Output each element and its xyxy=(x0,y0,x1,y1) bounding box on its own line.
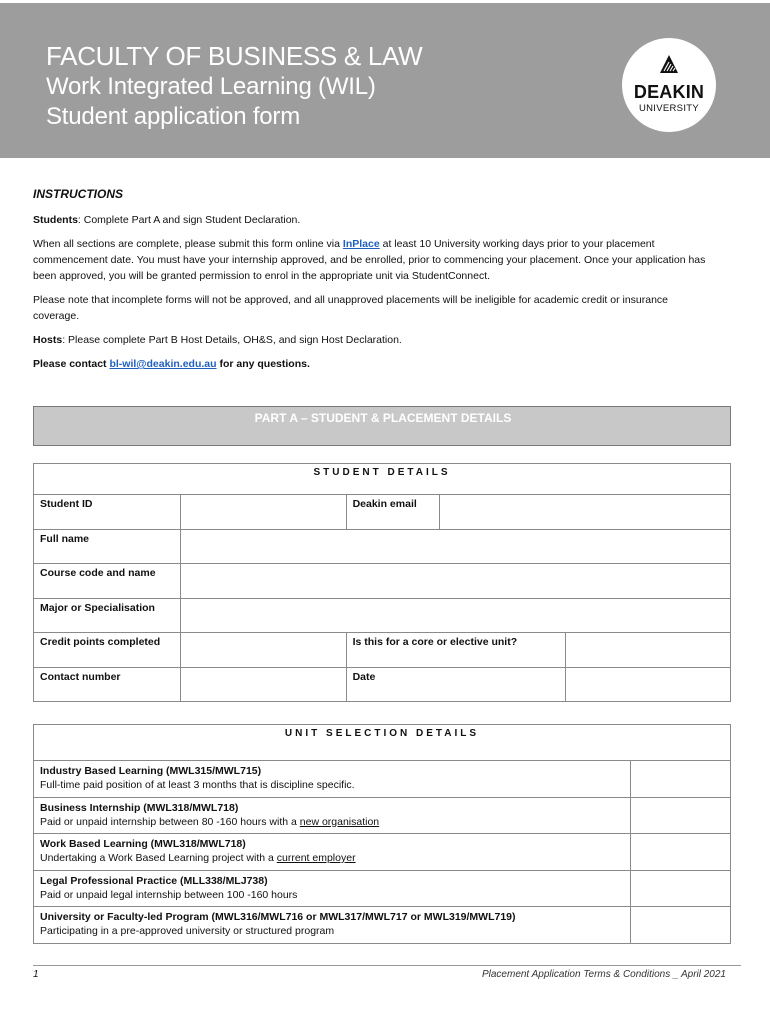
deakin-email-label: Deakin email xyxy=(346,495,440,530)
instructions-section xyxy=(33,186,713,380)
table-row xyxy=(34,870,731,907)
table-row xyxy=(34,633,731,668)
footer-divider xyxy=(33,965,741,966)
students-text: : Complete Part A and sign Student Declaration. xyxy=(77,214,301,226)
part-a-header xyxy=(33,406,731,446)
course-field[interactable] xyxy=(180,564,730,599)
credit-points-label: Credit points completed xyxy=(34,633,181,668)
contact-pre: Please contact xyxy=(33,358,110,370)
instructions-heading: INSTRUCTIONS xyxy=(33,187,123,201)
unit-select-box[interactable] xyxy=(631,797,731,834)
hosts-label: Hosts xyxy=(33,334,63,346)
logo-subtitle: UNIVERSITY xyxy=(638,103,699,114)
header-banner xyxy=(0,3,770,158)
students-instruction xyxy=(33,212,713,228)
page-number: 1 xyxy=(33,969,39,980)
unit-description: Paid or unpaid legal internship between 100 -160 hours xyxy=(40,888,298,901)
unit-select-box[interactable] xyxy=(631,907,731,944)
hosts-text: : Please complete Part B Host Details, OH&S, and sign Host Declaration. xyxy=(62,334,402,346)
faculty-title: FACULTY OF BUSINESS & LAW xyxy=(46,41,423,71)
student-details-table xyxy=(33,463,731,702)
table-row xyxy=(34,529,731,564)
table-row xyxy=(34,907,731,944)
contact-email-link[interactable]: bl-wil@deakin.edu.au xyxy=(109,358,217,370)
table-row xyxy=(34,598,731,633)
unit-select-box[interactable] xyxy=(631,761,731,798)
table-row xyxy=(34,667,731,702)
deakin-logo xyxy=(622,38,716,132)
table-row xyxy=(34,797,731,834)
form-title: Student application form xyxy=(46,103,301,130)
unit-name: Work Based Learning (MWL318/MWL718) xyxy=(40,838,246,850)
unit-description: Participating in a pre-approved university or structured program xyxy=(40,925,335,937)
part-a-title: PART A – STUDENT & PLACEMENT DETAILS xyxy=(254,411,512,425)
hosts-instruction xyxy=(33,332,713,348)
major-label: Major or Specialisation xyxy=(34,598,181,633)
contact-number-field[interactable] xyxy=(180,667,346,702)
table-row xyxy=(34,495,731,530)
incomplete-note: Please note that incomplete forms will not be approved, and all unapproved placements will be ineligible for academic credit or insurance coverage. xyxy=(33,294,669,322)
unit-selection-title: UNIT SELECTION DETAILS xyxy=(34,725,731,761)
students-label: Students xyxy=(33,214,78,226)
unit-cell xyxy=(34,870,631,907)
unit-name: University or Faculty-led Program (MWL316/MWL716 or MWL317/MWL717 or MWL319/MWL719) xyxy=(40,911,516,923)
full-name-label: Full name xyxy=(34,529,181,564)
unit-cell xyxy=(34,761,631,798)
unit-description: Full-time paid position of at least 3 months that is discipline specific. xyxy=(40,779,355,791)
unit-select-box[interactable] xyxy=(631,834,731,871)
contact-number-label: Contact number xyxy=(34,667,181,702)
unit-description: Undertaking a Work Based Learning project with a current employer xyxy=(40,852,356,864)
submit-text-pre: When all sections are complete, please submit this form online via xyxy=(33,238,343,250)
logo-name: DEAKIN xyxy=(633,82,705,102)
major-field[interactable] xyxy=(180,598,730,633)
contact-post: for any questions. xyxy=(216,358,310,370)
unit-description: Paid or unpaid internship between 80 -160 hours with a new organisation xyxy=(40,815,380,828)
table-row xyxy=(34,761,731,798)
student-id-field[interactable] xyxy=(180,495,346,530)
deakin-email-field[interactable] xyxy=(440,495,731,530)
table-row xyxy=(34,834,731,871)
unit-name: Business Internship (MWL318/MWL718) xyxy=(40,801,239,814)
unit-cell xyxy=(34,797,631,834)
date-field[interactable] xyxy=(566,667,731,702)
deakin-crest-icon xyxy=(659,54,679,74)
submit-instruction xyxy=(33,236,713,284)
core-elective-label: Is this for a core or elective unit? xyxy=(346,633,566,668)
footer-text: Placement Application Terms & Conditions _ April 2021 xyxy=(481,969,726,980)
table-row xyxy=(34,564,731,599)
unit-name: Industry Based Learning (MWL315/MWL715) xyxy=(40,765,262,777)
unit-cell xyxy=(34,907,631,944)
core-elective-field[interactable] xyxy=(566,633,731,668)
contact-instruction xyxy=(33,356,713,372)
program-title: Work Integrated Learning (WIL) xyxy=(46,73,376,100)
inplace-link[interactable]: InPlace xyxy=(342,238,380,250)
course-label: Course code and name xyxy=(34,564,181,599)
credit-points-field[interactable] xyxy=(180,633,346,668)
unit-name: Legal Professional Practice (MLL338/MLJ738) xyxy=(40,874,268,887)
submit-text-post: at least 10 University working days prior to your placement commencement date. You must have your internship approved, and be enrolled, prior to commencing your placement. Once your application has been approved, you will be granted permission to enrol in the appropriate unit via StudentConnect. xyxy=(33,238,706,282)
student-id-label: Student ID xyxy=(34,495,181,530)
date-label: Date xyxy=(346,667,566,702)
unit-cell xyxy=(34,834,631,871)
full-name-field[interactable] xyxy=(180,529,730,564)
student-details-title: STUDENT DETAILS xyxy=(34,464,731,495)
unit-selection-table xyxy=(33,724,731,944)
unit-select-box[interactable] xyxy=(631,870,731,907)
